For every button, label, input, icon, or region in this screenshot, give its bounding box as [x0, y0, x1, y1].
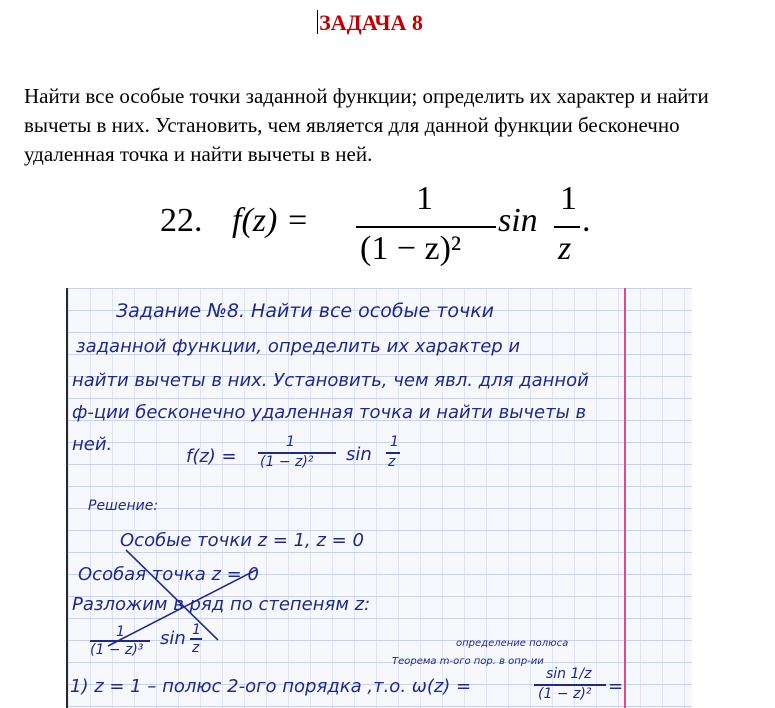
hw-series-arg-num: 1 [192, 622, 201, 638]
hw-line-4: ф-ции бесконечно удаленная точка и найти вычеты в [72, 402, 587, 423]
hw-solution-label: Решение: [88, 498, 159, 514]
hw-formula-lhs: f(z) = [186, 446, 237, 467]
formula-sin: sin [498, 202, 538, 239]
hw-formula-sin: sin [346, 444, 372, 465]
formula-number: 22. [160, 202, 203, 239]
hw-omega-equals: = [608, 676, 624, 697]
hw-omega-num: sin 1/z [546, 666, 592, 682]
text-cursor [317, 10, 318, 34]
hw-series-sin: sin [160, 628, 186, 649]
task-statement: Найти все особые точки заданной функции; определить их характер и найти вычеты в них. Установить, чем является для данной функции бесконечно удаленная точка и найти вычеты в ней. [24, 84, 709, 166]
hw-line-1: Задание №8. Найти все особые точки [116, 300, 495, 322]
main-formula [160, 182, 600, 272]
arg-fraction-bar [554, 226, 580, 228]
hw-series-num: 1 [116, 624, 125, 640]
hw-series-arg-den: z [192, 640, 200, 656]
fraction-bar [356, 226, 496, 228]
hw-singular-points: Особые точки z = 1, z = 0 [120, 530, 364, 551]
hw-formula-num: 1 [286, 434, 295, 450]
hw-formula-den: (1 − z)² [260, 454, 314, 470]
hw-series-den: (1 − z)³ [90, 642, 144, 658]
hw-formula-arg-num: 1 [390, 434, 399, 450]
hw-formula-arg-den: z [388, 454, 396, 470]
hw-omega-den: (1 − z)² [538, 686, 592, 702]
formula-numerator: 1 [416, 180, 433, 217]
task-title-text: ЗАДАЧА 8 [319, 10, 423, 35]
formula-denominator: (1 − z)² [360, 230, 462, 267]
hw-line-5: ней. [72, 434, 113, 455]
hw-line-3: найти вычеты в них. Установить, чем явл. для данной [72, 370, 589, 391]
hw-theorem-note: Теорема m-ого пор. в опр-ии [392, 656, 544, 667]
hw-line-2: заданной функции, определить их характер и [76, 336, 521, 357]
hw-pole-line: 1) z = 1 – полюс 2-ого порядка ,т.о. ω(z) = [70, 676, 472, 697]
formula-end: . [582, 202, 591, 239]
handwritten-notebook-photo [66, 288, 692, 708]
hw-special-point: Особая точка z = 0 [78, 564, 259, 585]
formula-lhs: f(z) = [232, 202, 309, 239]
task-title [0, 10, 740, 36]
formula-arg-numerator: 1 [560, 180, 577, 217]
hw-theorem-note-top: определение полюса [456, 638, 569, 649]
hw-expand: Разложим в ряд по степеням z: [72, 594, 371, 615]
hw-cross-strokes [68, 288, 692, 708]
formula-arg-denominator: z [558, 230, 572, 267]
